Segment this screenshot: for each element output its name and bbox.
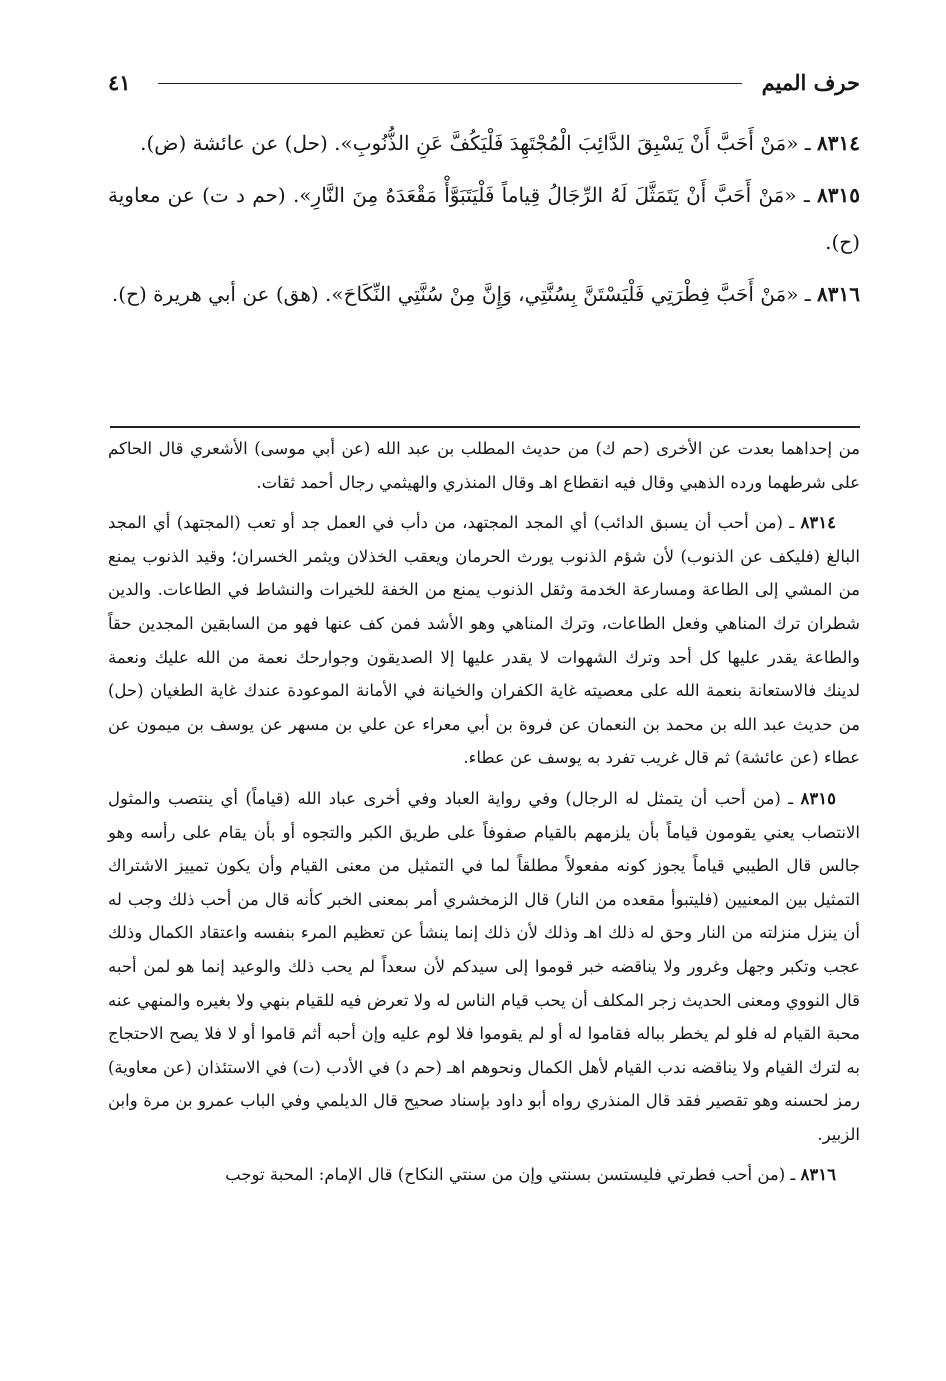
- hadith-number: ٨٣١٦: [817, 282, 860, 306]
- running-title: حرف الميم: [761, 70, 860, 95]
- hadith-text: «مَنْ أَحَبَّ أَنْ يَسْبِقَ الدَّائِبَ الْمُجْتَهِدَ فَلْيَكُفَّ عَنِ الذُّنُوبِ». (حل) عن عائشة (ض).: [140, 131, 799, 155]
- page-header: [108, 66, 860, 98]
- hadith-entry: ٨٣١٦ ـ «مَنْ أَحَبَّ فِطْرَتِي فَلْيَسْتَنَّ بِسُنَّتِي، وَإِنَّ مِنْ سُنَّتِي النِّكَاحَ». (هق) عن أبي هريرة (ح).: [111, 282, 860, 306]
- hadith-entry: ٨٣١٥ ـ «مَنْ أَحَبَّ أَنْ يَتَمَثَّلَ لَهُ الرِّجَالُ قِياماً فَلْيَتَبَوَّأْ مَقْعَدَهُ مِنَ النَّارِ». (حم د ت) عن معاوية (ح).: [108, 183, 861, 254]
- commentary-paragraph: ٨٣١٥ ـ (من أحب أن يتمثل له الرجال) وفي رواية العباد وفي أخرى عباد الله (قياماً) أي ينتصب والمثول الانتصاب يعني يقومون قياماً بأن يلزمهم بالقيام صفوفاً على طريق الكبر والتجوه أو بأن يقام على رأسه وهو جالس قال الطيبي قياماً يجوز كونه مفعولاً مطلقاً لما في التمثيل من معنى القيام وأن يكون تمييز الاشتراك التمثيل بين المعنيين (فليتبوأ مقعده من النار) قال الزمخشري أمر بمعنى الخبر كأنه قال من أحب ذلك وجب له أن ينزل منزلته من النار وحق له ذلك اهـ وذلك لأن ذلك إنما ينشأ عن تعظيم المرء بنفسه واعتقاد الكمال وذلك عجب وتكبر وجهل وغرور ولا يناقضه خبر قوموا إلى سيدكم لأن سعداً لم يحب ذلك والوعيد إنما هو لمن أحبه قال النووي ومعنى الحديث زجر المكلف أن يحب قيام الناس له ولا تعرض فيه للقيام بنهي ولا بغيره والمنهي عنه محبة القيام له فلو لم يخطر بباله فقاموا له أو لم يقوموا فلا لوم عليه وإن أحبه أثم قاموا أو لا فلا يصح الاحتجاج به لترك القيام ولا يناقضه ندب القيام لأهل الكمال ونحوهم اهـ (حم د) في الأدب (ت) في الاستئذان (عن معاوية) رمز لحسنه وهو تقصير فقد قال المنذري رواه أبو داود بإسناد صحيح قال الديلمي وفي الباب عمرو بن مرة وابن الزبير.: [108, 788, 860, 1144]
- commentary-text: من إحداهما بعدت عن الأخرى (حم ك) من حديث المطلب بن عبد الله (عن أبي موسى) الأشعري قال الحاكم على شرطهما ورده الذهبي وقال فيه انقطاع اهـ وقال المنذري والهيثمي رجال أحمد ثقات.: [108, 439, 860, 492]
- commentary-continuation: [108, 432, 860, 499]
- hadith-text: «مَنْ أَحَبَّ أَنْ يَتَمَثَّلَ لَهُ الرِّجَالُ قِياماً فَلْيَتَبَوَّأْ مَقْعَدَهُ مِنَ النَّارِ». (حم د ت) عن معاوية (ح).: [108, 183, 860, 254]
- commentary-number: ٨٣١٥: [800, 788, 836, 808]
- commentary-number: ٨٣١٦: [800, 1165, 836, 1185]
- hadith-entry: ٨٣١٤ ـ «مَنْ أَحَبَّ أَنْ يَسْبِقَ الدَّائِبَ الْمُجْتَهِدَ فَلْيَكُفَّ عَنِ الذُّنُوبِ». (حل) عن عائشة (ض).: [140, 131, 860, 155]
- commentary-number: ٨٣١٤: [800, 513, 836, 533]
- commentary-paragraph: ٨٣١٦ ـ (من أحب فطرتي فليستسن بسنتي وإن من سنتي النكاح) قال الإمام: المحبة توجب: [225, 1165, 836, 1185]
- commentary-section: [108, 432, 860, 1199]
- header-rule: [158, 83, 742, 84]
- hadith-number: ٨٣١٤: [817, 131, 860, 155]
- hadith-number: ٨٣١٥: [817, 183, 861, 207]
- commentary-paragraph: ٨٣١٤ ـ (من أحب أن يسبق الدائب) أي المجد المجتهد، من دأب في العمل جد أو تعب (المجتهد) أي المجد البالغ (فليكف عن الذنوب) لأن شؤم الذنوب يورث الحرمان ويعقب الخذلان ويثمر الخسران؛ وقيد الذنوب يمنع من المشي إلى الطاعة ومسارعة الخدمة وثقل الذنوب يمنع من الخفة للخيرات والنشاط في الطاعات. والدين شطران ترك المناهي وفعل الطاعات، وترك المناهي وهو الأشد فمن كف عنها فهو من السابقين المجدين حقاً والطاعة يقدر عليها كل أحد وترك الشهوات لا يقدر عليها إلا الصديقون وجوارحك نعمة من الله عليك ونعمة لدينك فالاستعانة بنعمة الله على معصيته غاية الكفران والخيانة في الأمانة الموعودة عندك غاية الطغيان (حل) من حديث عبد الله بن محمد بن النعمان عن فروة بن أبي معراء عن علي بن مسهر عن يوسف بن ميمون عن عطاء (عن عائشة) ثم قال غريب تفرد به يوسف عن عطاء.: [108, 513, 860, 768]
- commentary-text: (من أحب فطرتي فليستسن بسنتي وإن من سنتي النكاح) قال الإمام: المحبة توجب: [225, 1165, 786, 1185]
- section-divider: [110, 426, 860, 428]
- page-number: ٤١: [108, 70, 131, 95]
- hadith-text: «مَنْ أَحَبَّ فِطْرَتِي فَلْيَسْتَنَّ بِسُنَّتِي، وَإِنَّ مِنْ سُنَّتِي النِّكَاحَ». (هق) عن أبي هريرة (ح).: [111, 282, 799, 306]
- hadith-text-section: [108, 120, 860, 323]
- commentary-text: (من أحب أن يسبق الدائب) أي المجد المجتهد، من دأب في العمل جد أو تعب (المجتهد) أي المجد البالغ (فليكف عن الذنوب) لأن شؤم الذنوب يورث الحرمان ويعقب الخذلان ويثمر الخسران؛ وقيد الذنوب يمنع من المشي إلى الطاعة ومسارعة الخدمة وثقل الذنوب يمنع من الخفة للخيرات والنشاط في الطاعات. والدين شطران ترك المناهي وفعل الطاعات، وترك المناهي وهو الأشد فمن كف عنها فهو من السابقين المجدين حقاً والطاعة يقدر عليها كل أحد وترك الشهوات لا يقدر عليها إلا الصديقون وجوارحك نعمة من الله عليك ونعمة لدينك فالاستعانة بنعمة الله على معصيته غاية الكفران والخيانة في الأمانة الموعودة عندك غاية الطغيان (حل) من حديث عبد الله بن محمد بن النعمان عن فروة بن أبي معراء عن علي بن مسهر عن يوسف بن ميمون عن عطاء (عن عائشة) ثم قال غريب تفرد به يوسف عن عطاء.: [108, 513, 860, 768]
- commentary-text: (من أحب أن يتمثل له الرجال) وفي رواية العباد وفي أخرى عباد الله (قياماً) أي ينتصب والمثول الانتصاب يعني يقومون قياماً بأن يلزمهم بالقيام صفوفاً على طريق الكبر والتجوه أو بأن يقام على رأسه وهو جالس قال الطيبي قياماً يجوز كونه مفعولاً مطلقاً لما في التمثيل من معنى القيام وأن يكون تمييز الاشتراك التمثيل بين المعنيين (فليتبوأ مقعده من النار) قال الزمخشري أمر بمعنى الخبر كأنه قال من أحب ذلك وجب له أن ينزل منزلته من النار وحق له ذلك اهـ وذلك لأن ذلك إنما ينشأ عن تعظيم المرء بنفسه واعتقاد الكمال وذلك عجب وتكبر وجهل وغرور ولا يناقضه خبر قوموا إلى سيدكم لأن سعداً لم يحب ذلك والوعيد إنما هو لمن أحبه قال النووي ومعنى الحديث زجر المكلف أن يحب قيام الناس له ولا تعرض فيه للقيام بنهي ولا بغيره والمنهي عنه محبة القيام له فلو لم يخطر بباله فقاموا له أو لم يقوموا فلا لوم عليه وإن أحبه أثم قاموا أو لا فلا يصح الاحتجاج به لترك القيام ولا يناقضه ندب القيام لأهل الكمال ونحوهم اهـ (حم د) في الأدب (ت) في الاستئذان (عن معاوية) رمز لحسنه وهو تقصير فقد قال المنذري رواه أبو داود بإسناد صحيح قال الديلمي وفي الباب عمرو بن مرة وابن الزبير.: [108, 788, 860, 1144]
